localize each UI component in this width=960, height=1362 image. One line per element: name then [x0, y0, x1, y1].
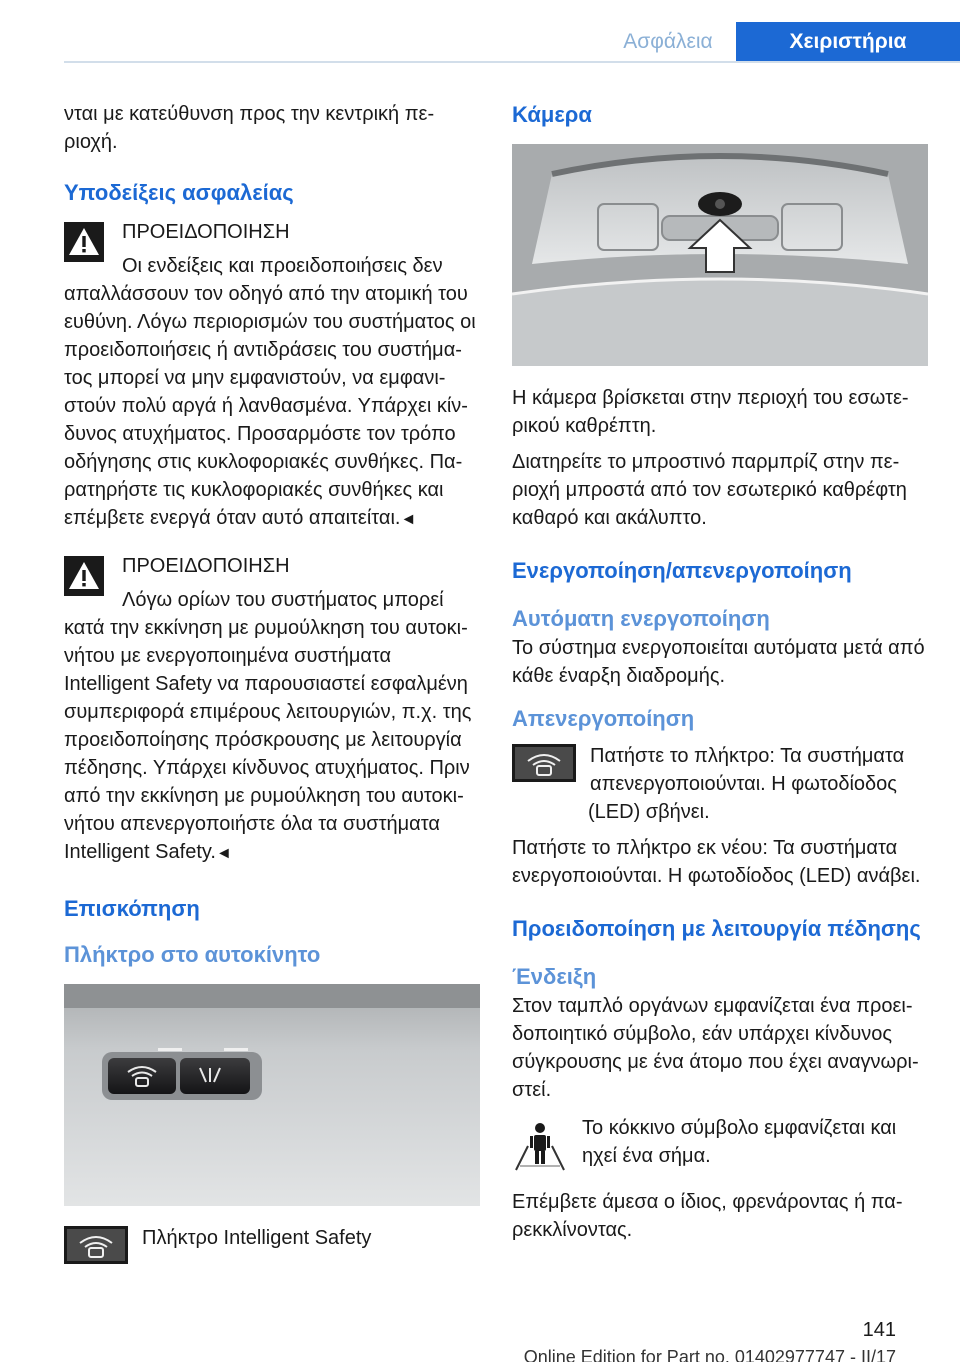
- warning-label: ΠΡΟΕΙΔΟΠΟΙΗΣΗ: [122, 555, 290, 577]
- indicator-heading: Ένδειξη: [512, 964, 597, 989]
- warning-block-1: [64, 218, 476, 534]
- deact-heading: Απενεργοποίηση: [512, 706, 695, 731]
- deact-text: Πατήστε το πλήκτρο: Τα συστήματα απενεργοποιούνται. Η φωτοδίοδος (LED) σβήνει.: [588, 745, 905, 823]
- warning-block-2: [64, 552, 476, 868]
- intervene-text: Επέμβετε άμεσα ο ίδιος, φρενάροντας ή παρεκκλίνοντας.: [512, 1191, 903, 1241]
- end-mark: ◄: [215, 845, 232, 862]
- pedestrian-warning-icon: [512, 1116, 568, 1174]
- onoff-heading: Ενεργοποίηση/απενεργοποίηση: [512, 558, 852, 583]
- tab-safety[interactable]: Ασφάλεια: [623, 30, 713, 53]
- deact-row: [512, 742, 928, 826]
- camera-clean-text: Διατηρείτε το μπροστινό παρμπρίζ στην περιοχή μπροστά από τον εσωτερικό καθρέφτη καθαρό και ακάλυπτο.: [512, 451, 907, 529]
- page-footer: [524, 1318, 896, 1362]
- intelligent-safety-button-icon: [512, 744, 576, 782]
- page-header: [0, 0, 960, 62]
- header-rule: [64, 61, 960, 63]
- overview-heading: Επισκόπηση: [64, 896, 200, 921]
- auto-text: Το σύστημα ενεργοποιείται αυτόματα μετά από κάθε έναρξη διαδρομής.: [512, 637, 925, 687]
- pedestrian-heading: Προειδοποίηση με λειτουργία πέδησης: [512, 916, 921, 941]
- button-heading: Πλήκτρο στο αυτοκίνητο: [64, 942, 321, 967]
- warning-triangle-icon: [64, 222, 104, 262]
- intelligent-safety-button-icon: [64, 1226, 128, 1264]
- tab-controls[interactable]: Χειριστήρια: [736, 22, 960, 62]
- react-text: Πατήστε το πλήκτρο εκ νέου: Τα συστήματα ενεργοποιούνται. Η φωτοδίοδος (LED) ανάβει.: [512, 837, 921, 887]
- warning-label: ΠΡΟΕΙΔΟΠΟΙΗΣΗ: [122, 221, 290, 243]
- intro-text: νται με κατεύθυνση προς την κεντρική περιοχή.: [64, 103, 435, 153]
- camera-location-text: Η κάμερα βρίσκεται στην περιοχή του εσωτερικού καθρέπτη.: [512, 387, 909, 437]
- button-caption-row: [64, 1224, 476, 1252]
- edition-note: Online Edition for Part no. 01402977747 - II/17: [523, 1347, 896, 1362]
- warning-text: Λόγω ορίων του συστήματος μπορεί κατά την εκκίνηση με ρυμούλκηση του αυτοκινήτου με ενεργοποιημένα συστήματα Intelligent Safety να παρουσιαστεί εσφαλμένη συμπεριφορά επιμέρους λειτουργιών, π.χ. της προειδοποίησης πρόσκρουσης με λειτουργία πέδησης. Υπάρχει κίνδυνος ατυχήματος. Πριν από την εκκίνηση με ρυμούλκηση του αυτοκινήτου απενεργοποιήστε όλα τα συστήματα Intelligent Safety.: [64, 589, 472, 863]
- camera-heading: Κάμερα: [512, 102, 592, 127]
- left-column: [64, 100, 476, 1266]
- warning-text: Οι ενδείξεις και προειδοποιήσεις δεν απαλλάσσουν τον οδηγό από την ατομική του ευθύνη. Λόγω περιορισμών του συστήματος οι προειδοποιήσεις ή αντιδράσεις του συστήματος μπορεί να μην εμφανιστούν, να εμφανιστούν πολύ αργά ή λανθασμένα. Υπάρχει κίνδυνος ατυχήματος. Προσαρμόστε τον τρόπο οδήγησης στις κυκλοφοριακές συνθήκες. Παρατηρήστε τις κυκλοφοριακές συνθήκες και επέμβετε ενεργά όταν αυτό απαιτείται.: [64, 255, 476, 529]
- page-number: 141: [862, 1319, 896, 1341]
- end-mark: ◄: [400, 511, 417, 528]
- indicator-text: Στον ταμπλό οργάνων εμφανίζεται ένα προειδοποιητικό σύμβολο, εάν υπάρχει κίνδυνος σύγκρουσης με ένα άτομο που έχει αναγνωριστεί.: [512, 995, 919, 1101]
- auto-heading: Αυτόματη ενεργοποίηση: [512, 606, 770, 631]
- button-caption: Πλήκτρο Intelligent Safety: [142, 1227, 372, 1249]
- right-column: [512, 100, 928, 1244]
- red-symbol-text: Το κόκκινο σύμβολο εμφανίζεται και ηχεί ένα σήμα.: [582, 1117, 897, 1167]
- red-symbol-row: [512, 1114, 928, 1170]
- warning-triangle-icon: [64, 556, 104, 596]
- camera-photo: [512, 144, 928, 366]
- safety-heading: Υποδείξεις ασφαλείας: [64, 180, 294, 205]
- button-photo: [64, 984, 480, 1206]
